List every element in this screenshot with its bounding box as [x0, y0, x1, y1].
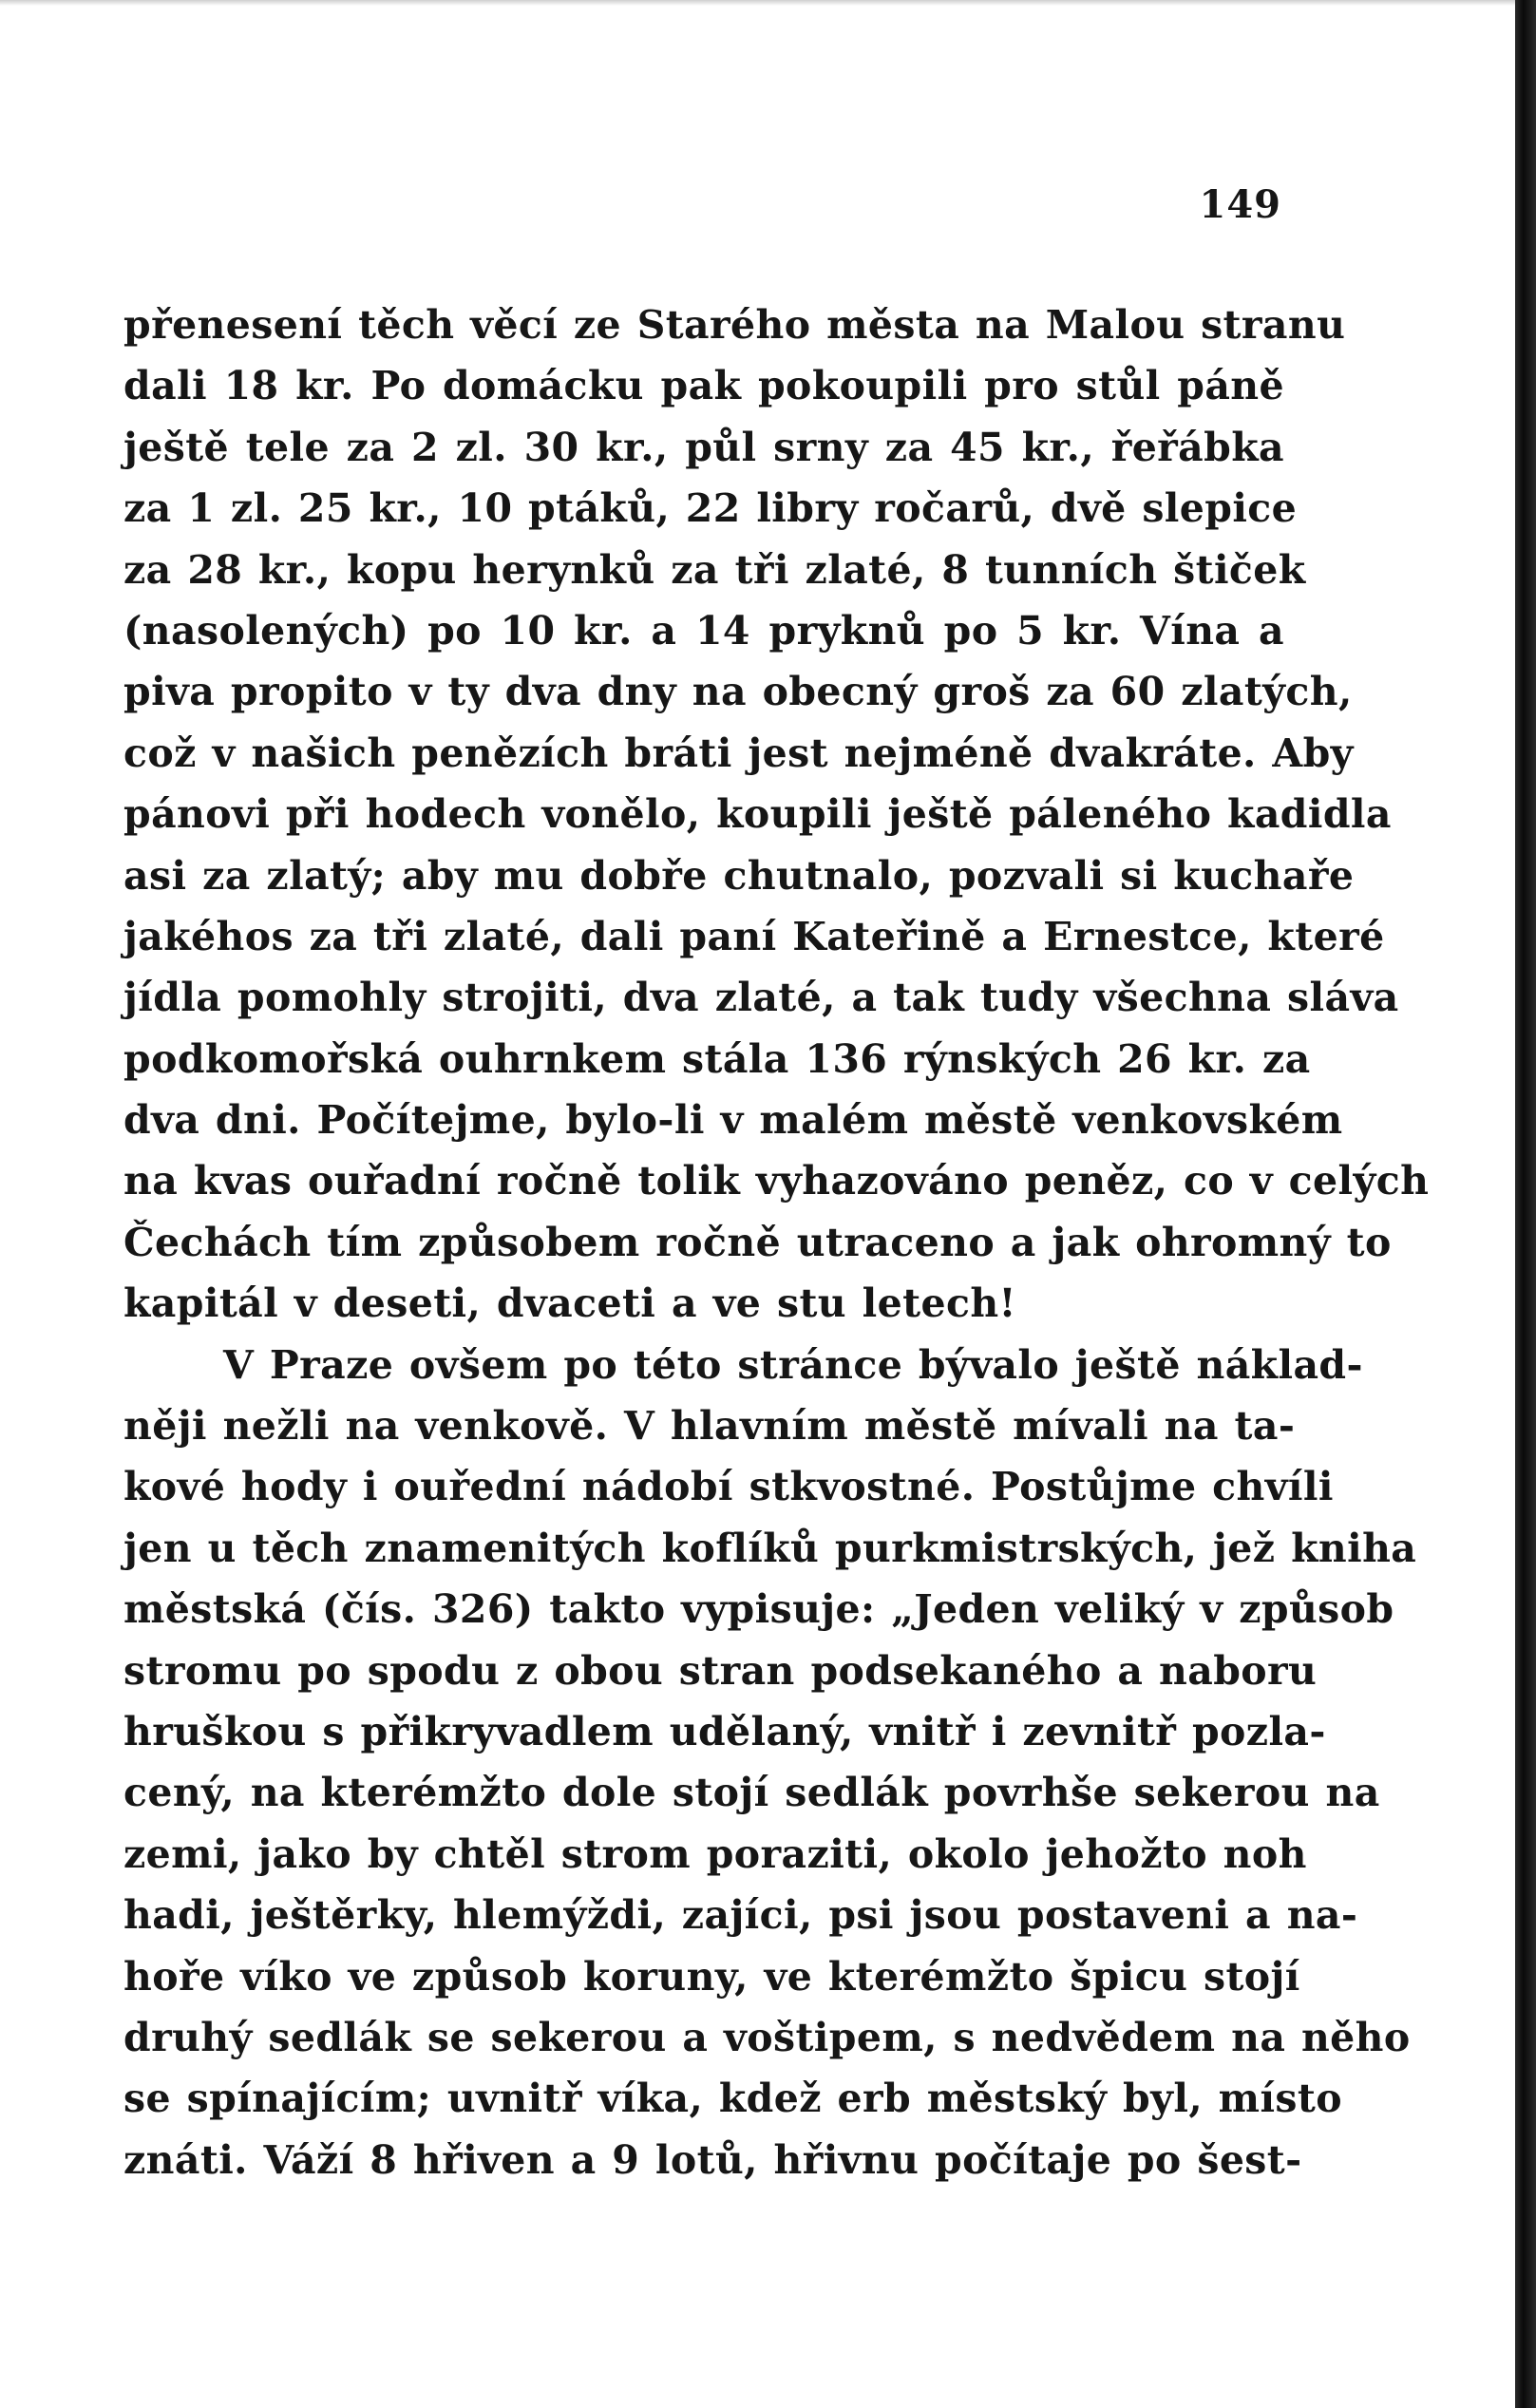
- text-line: kové hody i ouřední nádobí stkvostné. Postůjme chvíli: [123, 1464, 1334, 1510]
- paragraph-start-line: V Praze ovšem po této stránce bývalo ještě náklad-: [223, 1341, 1363, 1388]
- text-line: za 28 kr., kopu herynků za tři zlaté, 8 tunních štiček: [123, 546, 1306, 593]
- page-number: 149: [1199, 182, 1281, 227]
- text-line: městská (čís. 326) takto vypisuje: „Jeden veliký v způsob: [123, 1586, 1394, 1633]
- text-line: pánovi při hodech vonělo, koupili ještě páleného kadidla: [123, 791, 1392, 838]
- text-line: na kvas ouřadní ročně tolik vyhazováno peněz, co v celých: [123, 1158, 1430, 1204]
- text-line: (nasolených) po 10 kr. a 14 pryknů po 5 kr. Vína a: [123, 607, 1284, 654]
- text-line: ještě tele za 2 zl. 30 kr., půl srny za 45 kr., řeřábka: [123, 424, 1284, 470]
- text-line: jen u těch znamenitých koflíků purkmistrských, jež kniha: [123, 1525, 1417, 1571]
- text-line: zemi, jako by chtěl strom poraziti, okolo jehožto noh: [123, 1830, 1307, 1877]
- text-line: podkomořská ouhrnkem stála 136 rýnských 26 kr. za: [123, 1035, 1311, 1082]
- text-line: hadi, ještěrky, hlemýždi, zajíci, psi jsou postaveni a na-: [123, 1892, 1358, 1939]
- text-line: Čechách tím způsobem ročně utraceno a jak ohromný to: [123, 1219, 1392, 1265]
- page-right-edge: [1515, 0, 1536, 2408]
- text-line: za 1 zl. 25 kr., 10 ptáků, 22 libry ročarů, dvě slepice: [123, 485, 1298, 532]
- text-line: dva dni. Počítejme, bylo-li v malém městě venkovském: [123, 1097, 1343, 1144]
- text-line: jídla pomohly strojiti, dva zlaté, a tak tudy všechna sláva: [123, 975, 1399, 1021]
- text-line: piva propito v ty dva dny na obecný groš za 60 zlatých,: [123, 669, 1353, 715]
- text-line: stromu po spodu z obou stran podsekaného a naboru: [123, 1647, 1318, 1694]
- text-line: jakéhos za tři zlaté, dali paní Kateřině a Ernestce, které: [123, 913, 1385, 959]
- text-line: druhý sedlák se sekerou a voštipem, s nedvědem na něho: [123, 2014, 1411, 2060]
- text-line: se spínajícím; uvnitř víka, kdež erb městský byl, místo: [123, 2076, 1342, 2122]
- text-line: znáti. Váží 8 hřiven a 9 lotů, hřivnu počítaje po šest-: [123, 2136, 1302, 2183]
- page-top-edge: [0, 0, 1536, 6]
- text-line: což v našich penězích bráti jest nejméně dvakráte. Aby: [123, 730, 1354, 776]
- text-line: přenesení těch věcí ze Starého města na Malou stranu: [123, 302, 1346, 348]
- paragraph-end-line: kapitál v deseti, dvaceti a ve stu letech!: [123, 1280, 1016, 1327]
- text-line: něji nežli na venkově. V hlavním městě mívali na ta-: [123, 1403, 1296, 1450]
- text-line: dali 18 kr. Po domácku pak pokoupili pro stůl páně: [123, 363, 1284, 409]
- text-line: hruškou s přikryvadlem udělaný, vnitř i zevnitř pozla-: [123, 1708, 1326, 1754]
- text-line: hoře víko ve způsob koruny, ve kterémžto špicu stojí: [123, 1953, 1300, 2000]
- text-line: cený, na kterémžto dole stojí sedlák povrhše sekerou na: [123, 1770, 1380, 1816]
- text-line: asi za zlatý; aby mu dobře chutnalo, pozvali si kuchaře: [123, 852, 1355, 899]
- body-text: [123, 294, 1430, 2190]
